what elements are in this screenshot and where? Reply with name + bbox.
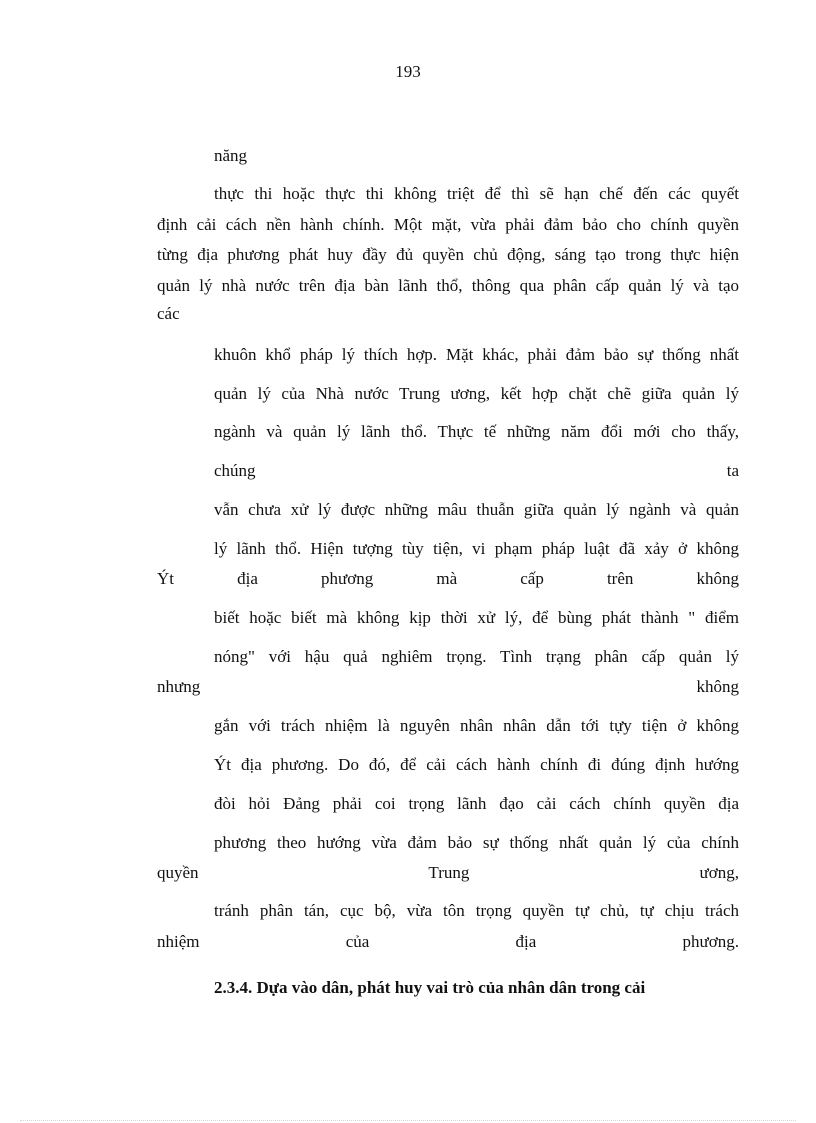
text-line: quản lý nhà nước trên địa bàn lãnh thổ, thông qua phân cấp quản lý và tạo [157,276,739,295]
section-heading: 2.3.4. Dựa vào dân, phát huy vai trò của nhân dân trong cải [214,978,646,997]
text-line: quyền Trung ương, [157,863,739,882]
text-line: thực thi hoặc thực thi không triệt để thì sẽ hạn chế đến các quyết [214,184,739,203]
text-line: vẫn chưa xử lý được những mâu thuẫn giữa quản lý ngành và quản [214,500,739,519]
text-line: nhưng không [157,677,739,696]
text-line: gắn với trách nhiệm là nguyên nhân nhân dẫn tới tựy tiện ở không [214,716,739,735]
page-bottom-rule [20,1120,796,1121]
text-line: tránh phân tán, cục bộ, vừa tôn trọng quyền tự chủ, tự chịu trách [214,901,739,920]
text-line: nóng" với hậu quả nghiêm trọng. Tình trạng phân cấp quản lý [214,647,739,666]
text-line: ngành và quản lý lãnh thổ. Thực tế những năm đổi mới cho thấy, [214,422,739,441]
text-line: các [157,304,180,323]
text-line: khuôn khổ pháp lý thích hợp. Mặt khác, phải đảm bảo sự thống nhất [214,345,739,364]
page-number: 193 [395,62,421,81]
text-line: năng [214,146,248,165]
text-line: phương theo hướng vừa đảm bảo sự thống nhất quản lý của chính [214,833,739,852]
text-line: nhiệm của địa phương. [157,932,739,951]
text-line: từng địa phương phát huy đầy đủ quyền chủ động, sáng tạo trong thực hiện [157,245,739,264]
text-line: Ýt địa phương. Do đó, để cải cách hành chính đi đúng định hướng [214,755,739,774]
text-line: chúng ta [214,461,739,480]
text-line: Ýt địa phương mà cấp trên không [157,569,739,588]
text-line: biết hoặc biết mà không kịp thời xử lý, để bùng phát thành " điểm [214,608,739,627]
text-line: định cải cách nền hành chính. Một mặt, vừa phải đảm bảo cho chính quyền [157,215,739,234]
text-line: quản lý của Nhà nước Trung ương, kết hợp chặt chẽ giữa quản lý [214,384,739,403]
text-line: đòi hỏi Đảng phải coi trọng lãnh đạo cải cách chính quyền địa [214,794,739,813]
text-line: lý lãnh thổ. Hiện tượng tùy tiện, vi phạm pháp luật đã xảy ở không [214,539,739,558]
